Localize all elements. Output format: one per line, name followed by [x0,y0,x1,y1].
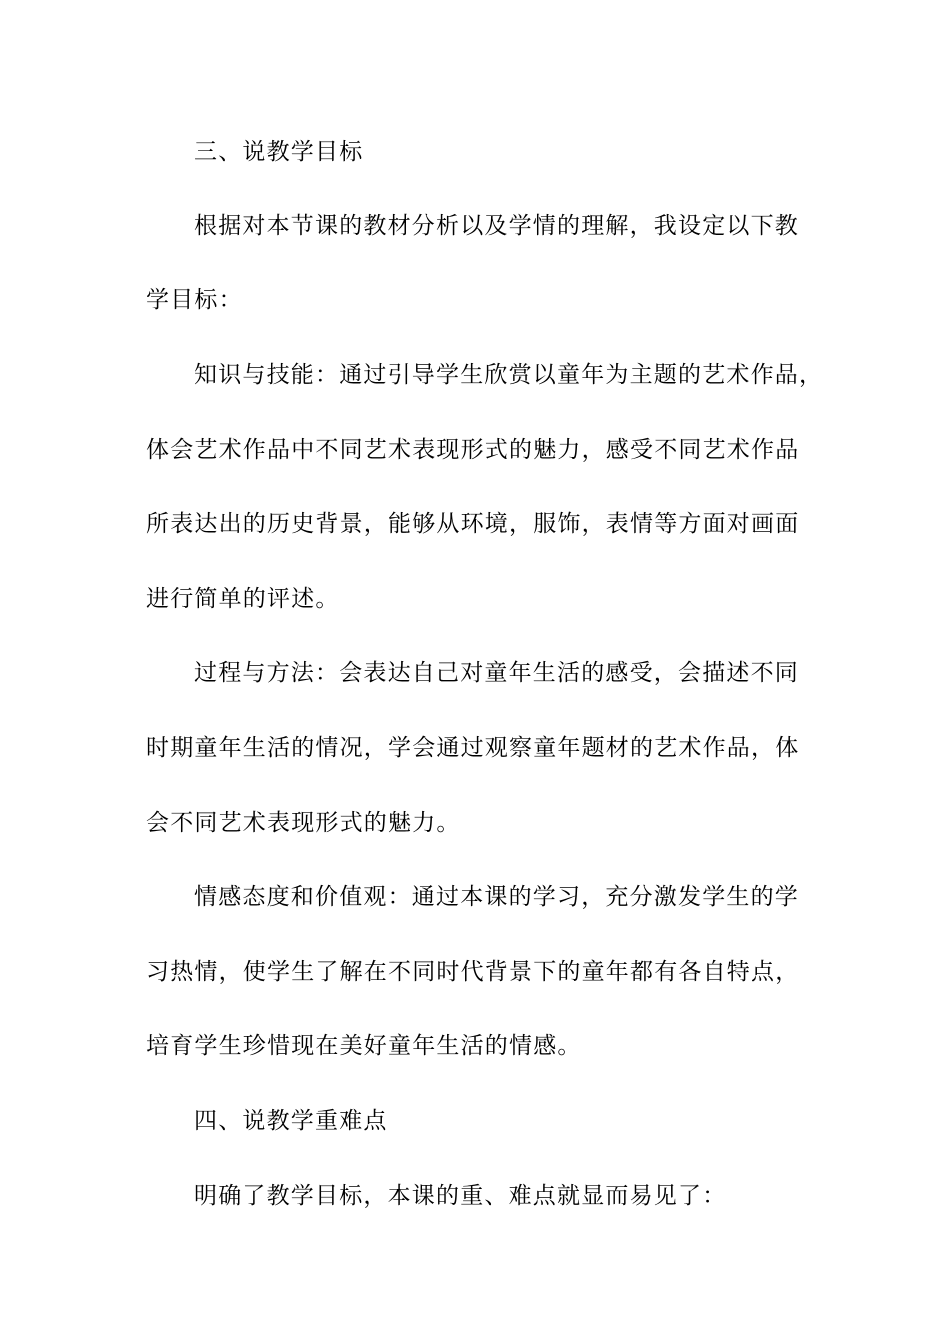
paragraph-line: 会不同艺术表现形式的魅力。 [146,810,461,836]
section-heading-4: 四、说教学重难点 [194,1108,388,1134]
paragraph-line: 根据对本节课的教材分析以及学情的理解，我设定以下教 [194,213,799,239]
paragraph-line: 所表达出的历史背景，能够从环境，服饰，表情等方面对画面 [146,511,800,537]
paragraph-line: 情感态度和价值观：通过本课的学习，充分激发学生的学 [194,884,799,910]
paragraph-line: 体会艺术作品中不同艺术表现形式的魅力，感受不同艺术作品 [146,437,800,463]
paragraph-line: 学目标： [146,287,243,313]
section-heading-3: 三、说教学目标 [194,139,364,165]
paragraph-line: 时期童年生活的情况，学会通过观察童年题材的艺术作品，体 [146,735,800,761]
paragraph-line: 进行简单的评述。 [146,586,340,612]
paragraph-line: 习热情，使学生了解在不同时代背景下的童年都有各自特点， [146,959,800,985]
paragraph-line: 过程与方法：会表达自己对童年生活的感受，会描述不同 [194,660,799,686]
paragraph-line: 明确了教学目标，本课的重、难点就显而易见了： [194,1183,727,1209]
paragraph-line: 知识与技能：通过引导学生欣赏以童年为主题的艺术作品， [194,362,824,388]
paragraph-line: 培育学生珍惜现在美好童年生活的情感。 [146,1033,582,1059]
